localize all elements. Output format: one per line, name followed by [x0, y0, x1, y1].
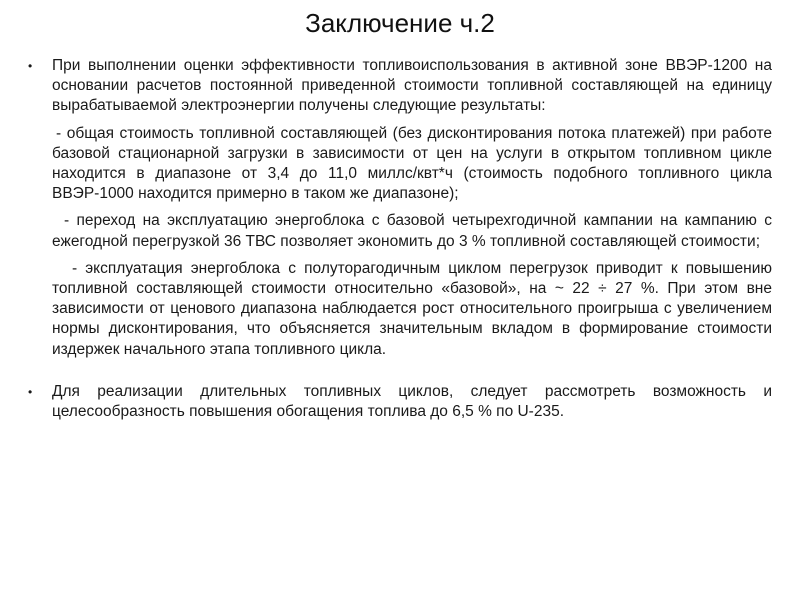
slide-title: Заключение ч.2	[305, 8, 495, 38]
result-item-cost-range-text: - общая стоимость топливной составляющей (без дисконтирования потока платежей) при работе базовой стационарной загрузки в зависимости от цен на услуги в открытом топливном цикле находится в диапазоне от 3,4 до 11,0 миллс/квт*ч (стоимость подобного топливного цикла ВВЭР-1000 находится примерно в таком же диапазоне);	[52, 124, 772, 203]
spacer	[52, 360, 772, 382]
bullet-icon: •	[28, 59, 33, 73]
paragraph-intro-text: При выполнении оценки эффективности топливоиспользования в активной зоне ВВЭР-1200 на основании расчетов постоянной приведенной стоимости топливной составляющей на единицу вырабатываемой электроэнергии получены следующие результаты:	[52, 57, 772, 115]
result-item-18-month-cycle-text: - эксплуатация энергоблока с полуторагодичным циклом перегрузок приводит к повышению топливной составляющей стоимости относительно «базовой», на ~ 22 ÷ 27 %. При этом вне зависимости от ценового диапазона наблюдается рост относительного проигрыша с увеличением нормы дисконтирования, что объясняется значительным вкладом в формирование стоимости издержек начального этапа топливного цикла.	[52, 259, 772, 358]
result-item-18-month-cycle	[52, 259, 772, 360]
result-item-cost-range	[52, 124, 772, 205]
paragraph-recommendation-text: Для реализации длительных топливных циклов, следует рассмотреть возможность и целесообразность повышения обогащения топлива до 6,5 % по U-235.	[52, 382, 772, 421]
paragraph-intro	[28, 56, 772, 117]
result-item-annual-reload	[52, 211, 772, 251]
bullet-icon: •	[28, 384, 33, 399]
paragraph-recommendation	[28, 382, 772, 422]
result-item-annual-reload-text: - переход на эксплуатацию энергоблока с базовой четырехгодичной кампании на кампанию с ежегодной перегрузкой 36 ТВС позволяет экономить до 3 % топливной составляющей стоимости;	[52, 212, 772, 250]
slide-content	[28, 56, 772, 422]
